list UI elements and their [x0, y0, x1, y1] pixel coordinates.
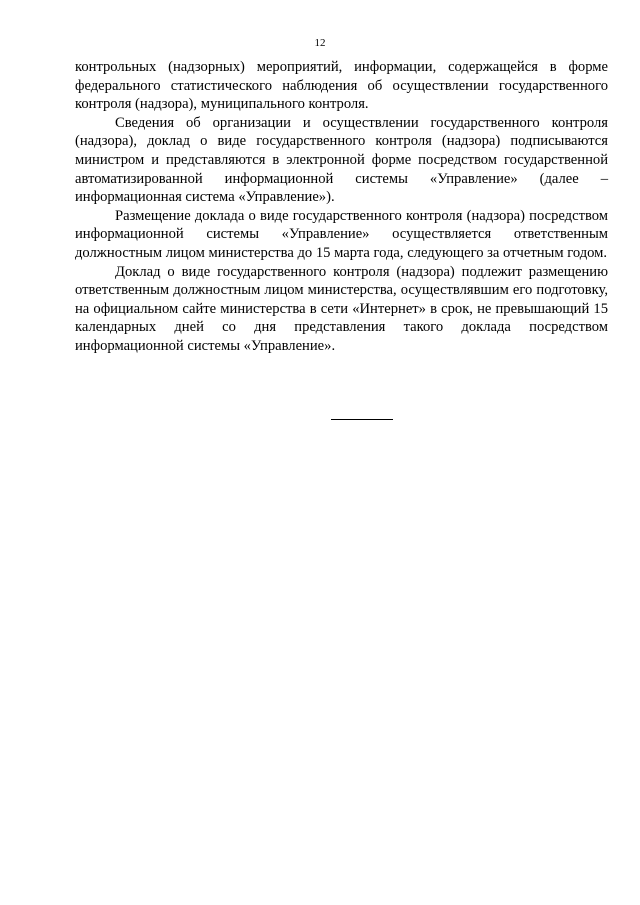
paragraph-report-website-publication: Доклад о виде государственного контроля (надзора) подлежит размещению ответственным должностным лицом министерства, осуществлявшим его подготовку, на официальном сайте министерства в сети «Интернет» в срок, не превышающий 15 календарных дней со дня представления такого доклада посредством информационной системы «Управление». — [75, 263, 608, 354]
end-of-text-separator — [331, 419, 393, 420]
paragraph-report-placement-deadline: Размещение доклада о виде государственного контроля (надзора) посредством информационной системы «Управление» осуществляется ответственным должностным лицом министерства до 15 марта года, следующего за отчетным годом. — [75, 207, 608, 261]
paragraph-reporting-submission: Сведения об организации и осуществлении государственного контроля (надзора), доклад о виде государственного контроля (надзора) подписываются министром и представляются в электронной форме посредством государственной автоматизированной информационной системы «Управление» (далее – информационная система «Управление»). — [75, 114, 608, 206]
document-body — [75, 58, 608, 356]
paragraph-continuation: контрольных (надзорных) мероприятий, информации, содержащейся в форме федерального статистического наблюдения об осуществлении государственного контроля (надзора), муниципального контроля. — [75, 59, 608, 113]
page-number: 12 — [314, 37, 326, 49]
